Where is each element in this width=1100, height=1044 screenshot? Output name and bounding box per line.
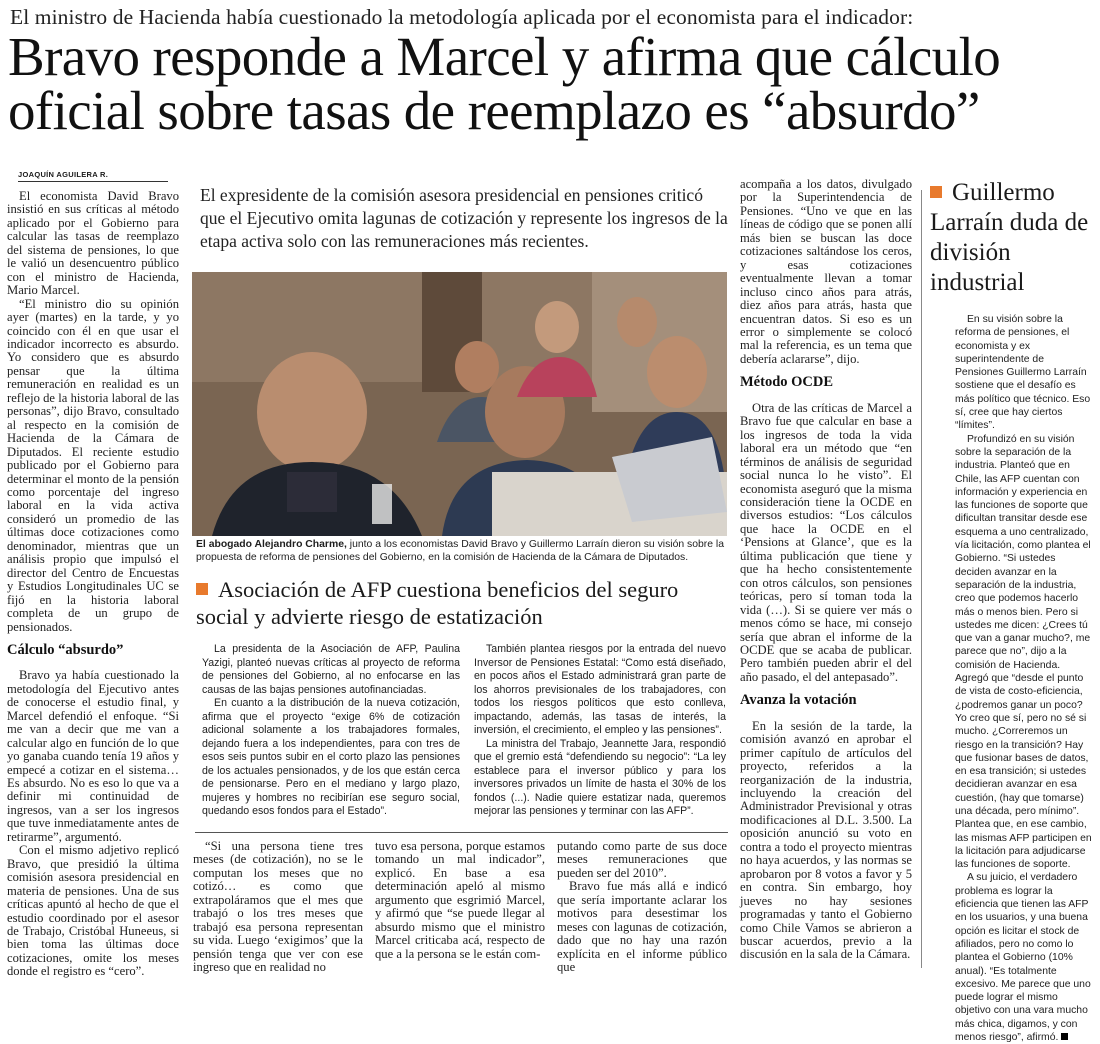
bottom-column-2 <box>375 840 545 961</box>
paragraph: En la sesión de la tarde, la comisión avanzó en aprobar el primer capítulo de artículos del proyecto, referidos a la reorganización de la industria, incluyendo la creación del Administrador Previsional y otras modificaciones al D.L. 3.500. La oposición anunció su voto en contra a todo el proyecto mientras no haya acuerdos, y las normas se aprobaron por 8 votos a favor y 5 en contra. Sin embargo, hoy jueves no hay sesiones programadas y tanto el Gobierno como Chile Vamos se abrieron a buscar acuerdos, previo a la discusión en la sala de la Cámara. <box>740 718 912 962</box>
caption-lead: El abogado Alejandro Charme, <box>196 539 347 550</box>
sidebar-title-text: Guillermo Larraín duda de división industrial <box>930 179 1089 296</box>
headline: Bravo responde a Marcel y afirma que cálculo oficial sobre tasas de reemplazo es “absurdo” <box>8 26 1001 141</box>
paragraph: acompaña a los datos, divulgado por la Superintendencia de Pensiones. “Uno ve que en las líneas de código que se ponen allí más bien se buscan las doce cotizaciones saltándose los ceros, y esas cotizaciones eventualmente llevan a tomar incluso cinco años para atrás, diez años para atrás, hasta que encuentran datos. Si eso es un error o simplemente se colocó mal la referencia, es un tema que debería aclararse”, dijo. <box>740 177 912 366</box>
middle-column <box>740 178 912 962</box>
paragraph <box>955 871 1093 1044</box>
photo-illustration <box>192 272 727 536</box>
paragraph: En cuanto a la distribución de la nueva cotización, afirma que el proyecto “exige 6% de cotización adicional solamente a los trabajadores formales, dejando fuera a los independientes, para con tres de esos seis puntos subir en el corto plazo las pensiones de los actuales pensionados, y de los que están cerca de pensionarse. Pero en el mediano y largo plazo, mujeres y hombres no recibirían ese seguro social, quedando esos fondos para el Estado”. <box>202 697 460 817</box>
subhead: Avanza la votación <box>740 692 857 709</box>
photo-caption <box>196 538 728 565</box>
bottom-column-1 <box>193 840 363 975</box>
afp-column-2 <box>474 643 726 819</box>
bottom-column-3 <box>557 840 727 975</box>
column-rule <box>921 190 922 968</box>
paragraph: “Si una persona tiene tres meses (de cotización), no se le computan los meses que no cotizó… es como que extrapoláramos que el mes que trabajó o los tres meses que trabajó esa persona representan su vida. Luego ‘exigimos’ que la pensión tenga que ver con ese ingreso que en realidad no <box>193 839 363 975</box>
paragraph: La presidenta de la Asociación de AFP, Paulina Yazigi, planteó nuevas críticas al proyecto de reforma de pensiones del Gobierno, al no enfocarse en las causas de las bajas pensiones autofinanciadas. <box>202 643 460 696</box>
paragraph: La ministra del Trabajo, Jeannette Jara, respondió que el gremio está “defendiendo su negocio”: “La ley establece para el inversor público y para los inversores privados un límite de hasta el 30% de los fondos (...). Nadie quiere estatizar nada, queremos mejorar las pensiones y terminar con las AFP”. <box>474 737 726 817</box>
afp-box-title-text: Asociación de AFP cuestiona beneficios del seguro social y advierte riesgo de estatización <box>196 577 679 629</box>
sidebar-title <box>930 178 1090 298</box>
paragraph: El economista David Bravo insistió en sus críticas al método aplicado por el Gobierno para calcular las tasas de reemplazo del sistema de pensiones, lo que le valió un desencuentro público con el ministro de Hacienda, Mario Marcel. <box>7 189 179 298</box>
paragraph: Bravo ya había cuestionado la metodología del Ejecutivo antes de conocerse el estudio final, y Marcel defendió el enfoque. “Si me van a decir que me van a calcular algo en función de lo que yo ganaba cuando tenía 19 años y empecé a cotizar en el sistema… Es absurdo. No es eso lo que va a definir mi continuidad de ingresos, van a ser los ingresos que tuve inmediatamente antes de retirarme”, argumentó. <box>7 668 179 844</box>
subhead: Método OCDE <box>740 374 834 391</box>
paragraph: Otra de las críticas de Marcel a Bravo fue que calcular en base a los ingresos de toda la vida laboral era un método que “en términos de análisis de seguridad social nunca lo he visto”. El economista aseguró que la misma consideración tiene la OCDE en diversos estudios: “Los cálculos que hace la OCDE en el ‘Pensions at Glance’, que es la última publicación que tiene y que ha hecho consistentemente con otros cálculos, son pensiones teóricas, pero sí toman toda la vida (…). Si se quiere ver más o menos cómo se hace, mi consejo sería que abran el informe de la OCDE que se acaba de publicar. Pero también pueden abrir el del año pasado, el del antepasado”. <box>740 400 912 684</box>
paragraph: Con el mismo adjetivo replicó Bravo, que presidió la última comisión asesora presidencial en materia de pensiones. Una de sus críticas apuntó al hecho de que el estudio coordinado por el asesor de Trabajo, Cristóbal Huneeus, si bien toma las últimas doce cotizaciones, omite los meses donde el registro es “cero”. <box>7 843 179 979</box>
article-photo <box>192 272 727 536</box>
orange-square-icon <box>930 186 942 198</box>
afp-box-title <box>196 576 716 630</box>
paragraph: En su visión sobre la reforma de pensiones, el economista y ex superintendente de Pensiones Guillermo Larraín sostiene que el desafío es más político que técnico. Eso sí, cree que hay ciertos “límites”. <box>955 314 1091 432</box>
caption-text: junto a los economistas David Bravo y Guillermo Larraín dieron su visión sobre la propuesta de reforma de pensiones del Gobierno, en la comisión de Hacienda de la Cámara de Diputados. <box>196 539 725 564</box>
paragraph: tuvo esa persona, porque estamos tomando un mal indicador”, explicó. En base a esa determinación apeló al mismo argumento que esgrimió Marcel, y afirmó que “se puede llegar al absurdo mismo que el ministro Marcel criticaba acá, respecto de que a la persona se le están com- <box>375 839 545 961</box>
paragraph: putando como parte de sus doce meses remuneraciones que pueden ser del 2010”. <box>557 839 727 880</box>
sidebar-text <box>955 313 1093 1044</box>
kicker: El ministro de Hacienda había cuestionado la metodología aplicada por el economista para el indicador: <box>10 5 914 29</box>
end-mark-icon <box>1061 1033 1068 1040</box>
paragraph: También plantea riesgos por la entrada del nuevo Inversor de Pensiones Estatal: “Como está diseñado, en pocos años el Estado administrará gran parte de los ahorros previsionales de los trabajadores, con todos los riesgos políticos que esto conlleva, impactando, además, las tasas de interés, la inversión, el crecimiento, el empleo y las pensiones”. <box>474 643 726 736</box>
afp-column-1 <box>202 643 460 819</box>
paragraph: Profundizó en su visión sobre la separación de la industria. Planteó que en Chile, las AFP cuentan con información y experiencia en las funciones de soporte que dificultan transitar desde ese esquema a uno centralizado, vía licitación, como plantea el Gobierno. “Si ustedes deciden avanzar en la separación de la industria, creo que podemos hacerlo más o menos bien. Pero si ustedes me dicen: ¿Crees tú que van a ganar mucho?, me parece que no”, dijo a la comisión de Hacienda. Agregó que “desde el punto de vista de costo-eficiencia, ¿podremos ganar un poco? Yo creo que sí, pero no sé si mucho. ¿Correremos un riesgo en la transición? Hay que fusionar bases de datos, en esa transición; si ustedes decidieran avanzar en esa cuestión, (hay que tomarse) una década, pero mínimo”. Plantea que, en ese cambio, las mismas AFP participen en la licitación para adjudicarse las funciones de soporte. <box>955 433 1092 871</box>
subhead: Cálculo “absurdo” <box>7 641 124 658</box>
orange-square-icon <box>196 583 208 595</box>
divider <box>195 832 728 833</box>
paragraph: Bravo fue más allá e indicó que sería importante aclarar los motivos para desestimar los meses con lagunas de cotización, dado que no hay una razón explícita en el informe público que <box>557 879 727 975</box>
paragraph-text: A su juicio, el verdadero problema es lograr la eficiencia que tienen las AFP en los usuarios, y una buena opción es licitar el stock de afiliados, pero no como lo plantea el Gobierno (10% anual). “Es totalmente excesivo. Me parece que uno puede lograr el mismo objetivo con una vara mucho más chica, digamos, y con menos riesgo”, afirmó. <box>955 872 1091 1044</box>
left-column <box>7 190 179 979</box>
deck: El expresidente de la comisión asesora presidencial en pensiones criticó que el Ejecutivo omita lagunas de cotización y represente los ingresos de la etapa activa solo con las remuneraciones más recientes. <box>200 185 728 251</box>
byline: JOAQUÍN AGUILERA R. <box>18 170 168 182</box>
paragraph: “El ministro dio su opinión ayer (martes) en la tarde, y yo coincido con él en que usar el indicador incorrecto es absurdo. Yo considero que es absurdo pensar que la última remuneración en realidad es un reflejo de la historia laboral de las personas”, dijo Bravo, consultado al respecto en la comisión de Hacienda de la Cámara de Diputados. El reciente estudio publicado por el Gobierno para determinar el monto de la pensión como porcentaje del ingreso laboral en la vida activa consideró un promedio de las últimas doce cotizaciones como denominador, mientras que un análisis propio que impulsó el director del Centro de Encuestas y Estudios Longitudinales UC se fijó en la historia laboral completa de un grupo de pensionados. <box>7 296 179 634</box>
